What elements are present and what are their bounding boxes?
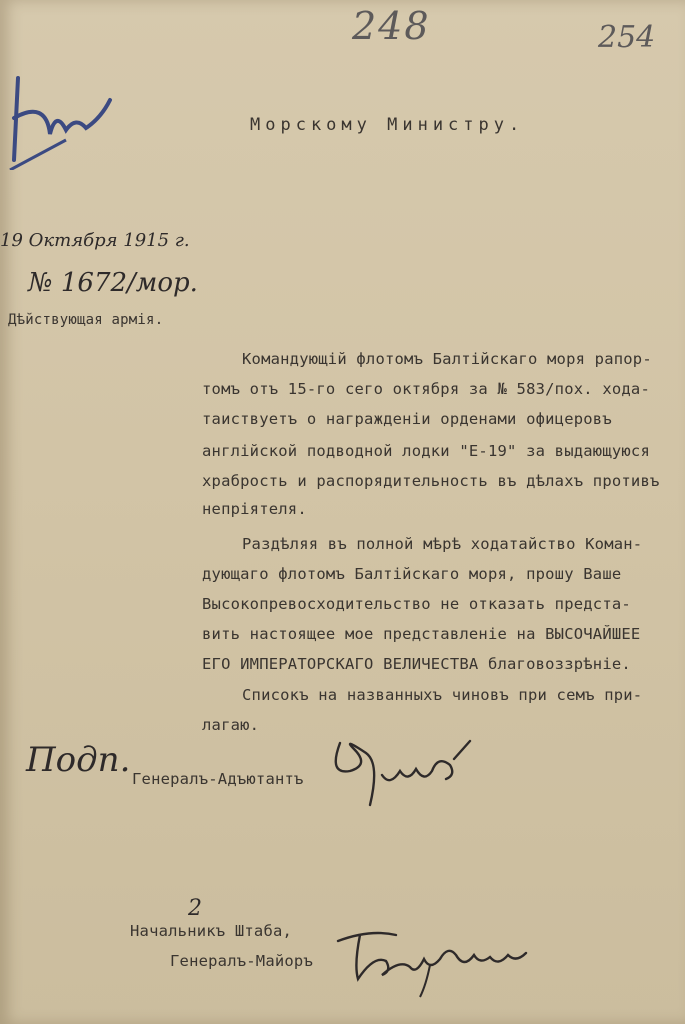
chief-of-staff-label: Начальникъ Штаба, [130,922,293,940]
body-line: ЕГО ИМПЕРАТОРСКАГО ВЕЛИЧЕСТВА благовоззрѣніе. [202,655,631,673]
document-number: № 1672/мор. [28,268,198,298]
body-line: Раздѣляя въ полной мѣрѣ ходатайство Коман- [242,535,643,553]
general-major-signature [330,915,540,1000]
general-adjutant-label: Генералъ-Адъютантъ [132,770,304,788]
body-line: храбрость и распорядительность въ дѣлахъ противъ [202,472,660,490]
general-adjutant-signature [320,735,480,810]
document-date: 19 Октября 1915 г. [0,230,190,251]
body-line: Командующій флотомъ Балтійскаго моря рапор- [242,350,652,368]
body-line: непріятеля. [202,500,307,518]
body-line: таиствуетъ о награжденіи орденами офицеровъ [202,410,612,428]
document-place: Дѣйствующая армія. [8,312,164,328]
blue-pencil-mark [6,60,116,170]
chief-of-staff-mark: 2 [188,896,202,921]
addressee-title: Морскому Министру. [250,115,525,135]
body-line: дующаго флотомъ Балтійскаго моря, прошу Ваше [202,565,622,583]
body-line: вить настоящее мое представленіе на ВЫСОЧАЙШЕЕ [202,625,641,643]
body-line: англійской подводной лодки "Е-19" за выдающуюся [202,442,650,460]
body-line: томъ отъ 15-го сего октября за № 583/пох. хода- [202,380,650,398]
body-line: Списокъ на названныхъ чиновъ при семъ при- [242,686,643,704]
podp-note: Подп. [26,740,131,780]
archive-page-number-right: 254 [598,20,656,55]
body-line: Высокопревосходительство не отказать предста- [202,595,631,613]
body-line: лагаю. [202,716,260,734]
archive-page-number-top: 248 [352,4,431,48]
general-major-label: Генералъ-Майоръ [170,952,313,970]
